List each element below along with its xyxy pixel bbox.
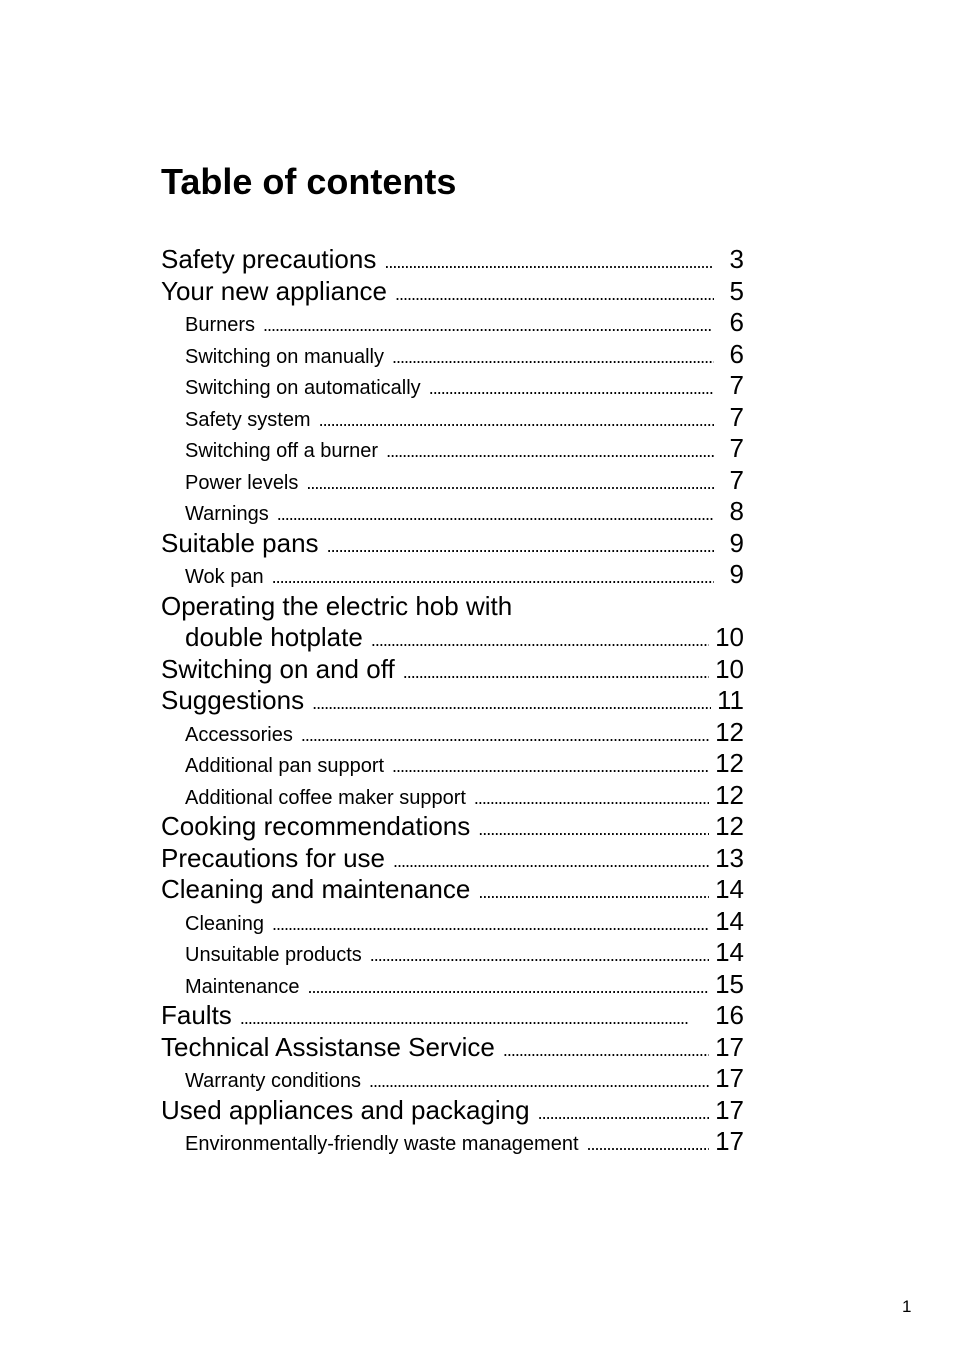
toc-entry-page: 6 [729, 338, 744, 369]
toc-entry-page: 17 [715, 1126, 744, 1156]
toc-entry-additional-pan-support[interactable] [161, 748, 744, 780]
toc-entry-additional-coffee-maker-support[interactable] [161, 780, 744, 812]
toc-entry-your-new-appliance[interactable] [161, 276, 744, 308]
toc-entry-technical-assistance-service[interactable] [161, 1032, 744, 1064]
toc-entry-page: 17 [715, 1063, 744, 1093]
toc-leader-dots [319, 405, 714, 437]
toc-entry-label: Cleaning and maintenance [161, 874, 471, 904]
toc-entry-cleaning[interactable] [161, 906, 744, 938]
toc-entry-label: Technical Assistanse Service [161, 1031, 495, 1062]
toc-leader-dots [392, 342, 714, 374]
toc-entry-used-appliances-packaging[interactable] [161, 1095, 744, 1127]
toc-entry-label: Wok pan [185, 566, 264, 588]
toc-leader-dots [240, 1000, 709, 1035]
toc-leader-dots [393, 843, 709, 878]
toc-leader-dots [327, 528, 714, 563]
toc-entry-page: 10 [715, 653, 744, 684]
toc-leader-dots [395, 276, 714, 311]
toc-entry-page: 3 [729, 244, 744, 274]
toc-entry-page: 6 [729, 307, 744, 337]
toc-entry-label: Used appliances and packaging [161, 1094, 530, 1125]
toc-leader-dots [392, 751, 709, 783]
toc-entry-operating-electric-hob-line1[interactable] [161, 591, 744, 623]
toc-entry-label: Switching off a burner [185, 440, 379, 462]
toc-entry-suggestions[interactable] [161, 685, 744, 717]
toc-entry-page: 10 [715, 622, 744, 652]
toc-leader-dots [403, 654, 709, 689]
toc-leader-dots [272, 909, 709, 941]
toc-entry-page: 12 [715, 748, 744, 778]
toc-entry-page: 11 [717, 685, 744, 715]
toc-entry-label: Suggestions [161, 685, 305, 715]
toc-entry-label: Switching on and off [161, 653, 395, 684]
toc-entry-label: Precautions for use [161, 842, 386, 873]
toc-entry-switching-on-manually[interactable] [161, 339, 744, 371]
toc-leader-dots [371, 622, 709, 657]
toc-entry-maintenance[interactable] [161, 969, 744, 1001]
toc-entry-page: 13 [715, 842, 744, 873]
toc-entry-faults[interactable] [161, 1000, 744, 1032]
toc-entry-switching-on-and-off[interactable] [161, 654, 744, 686]
toc-entry-page: 12 [715, 779, 744, 810]
toc-entry-page: 9 [729, 559, 744, 589]
toc-entry-cooking-recommendations[interactable] [161, 811, 744, 843]
toc-entry-page: 7 [729, 464, 744, 495]
toc-leader-dots [478, 811, 709, 846]
table-of-contents [161, 244, 744, 1158]
toc-entry-label: Cleaning [185, 912, 264, 935]
toc-entry-label: Safety system [185, 408, 311, 431]
toc-leader-dots [384, 244, 714, 279]
toc-entry-label: Power levels [185, 471, 299, 494]
toc-leader-dots [369, 1066, 709, 1098]
toc-entry-page: 14 [715, 905, 744, 936]
toc-leader-dots [263, 310, 714, 342]
toc-entry-page: 7 [729, 401, 744, 432]
toc-leader-dots [386, 436, 714, 468]
toc-entry-label: Unsuitable products [185, 944, 362, 966]
toc-entry-cleaning-and-maintenance[interactable] [161, 874, 744, 906]
toc-entry-accessories[interactable] [161, 717, 744, 749]
toc-entry-label: Accessories [185, 723, 293, 746]
toc-entry-label: Additional coffee maker support [185, 786, 466, 809]
toc-entry-label: Warnings [185, 503, 269, 525]
toc-entry-page: 7 [729, 370, 744, 400]
toc-entry-page: 17 [715, 1031, 744, 1062]
toc-leader-dots [503, 1032, 709, 1067]
toc-entry-power-levels[interactable] [161, 465, 744, 497]
toc-entry-page: 12 [715, 716, 744, 747]
toc-entry-page: 14 [715, 874, 744, 904]
toc-entry-label: Suitable pans [161, 527, 319, 558]
toc-entry-safety-precautions[interactable] [161, 244, 744, 276]
toc-entry-switching-off-burner[interactable] [161, 433, 744, 465]
toc-entry-label: Safety precautions [161, 244, 377, 274]
toc-entry-unsuitable-products[interactable] [161, 937, 744, 969]
toc-entry-page: 17 [715, 1094, 744, 1125]
toc-entry-label: Cooking recommendations [161, 811, 471, 841]
toc-entry-label: Your new appliance [161, 275, 387, 306]
toc-entry-waste-management[interactable] [161, 1126, 744, 1158]
toc-entry-label: Faults [161, 1000, 232, 1030]
toc-entry-label: Environmentally-friendly waste management [185, 1133, 579, 1155]
toc-leader-dots [587, 1129, 710, 1161]
toc-entry-label: Additional pan support [185, 755, 385, 777]
toc-entry-page: 5 [729, 275, 744, 306]
toc-entry-page: 8 [729, 496, 744, 526]
toc-entry-operating-electric-hob-line2[interactable] [161, 622, 744, 654]
toc-leader-dots [301, 720, 709, 752]
toc-entry-page: 12 [715, 811, 744, 841]
toc-entry-label: Operating the electric hob with [161, 590, 513, 621]
toc-entry-warranty-conditions[interactable] [161, 1063, 744, 1095]
toc-entry-switching-on-automatically[interactable] [161, 370, 744, 402]
page-title: Table of contents [161, 161, 457, 202]
toc-leader-dots [429, 373, 714, 405]
toc-entry-label: Switching on automatically [185, 377, 421, 399]
toc-entry-label: Maintenance [185, 975, 300, 998]
toc-leader-dots [478, 874, 709, 909]
toc-entry-warnings[interactable] [161, 496, 744, 528]
toc-entry-page: 9 [729, 527, 744, 558]
toc-leader-dots [474, 783, 709, 815]
toc-entry-wok-pan[interactable] [161, 559, 744, 591]
toc-leader-dots [277, 499, 714, 531]
toc-leader-dots [272, 562, 714, 594]
toc-entry-page: 16 [715, 1000, 744, 1030]
toc-leader-dots [308, 972, 710, 1004]
toc-entry-page: 7 [729, 433, 744, 463]
toc-leader-dots [306, 468, 714, 500]
page-number: 1 [902, 1297, 912, 1316]
toc-leader-dots [538, 1095, 709, 1130]
toc-entry-suitable-pans[interactable] [161, 528, 744, 560]
toc-entry-page: 14 [715, 937, 744, 967]
toc-entry-burners[interactable] [161, 307, 744, 339]
toc-entry-page: 15 [715, 968, 744, 999]
toc-entry-precautions-for-use[interactable] [161, 843, 744, 875]
toc-entry-label: Warranty conditions [185, 1070, 361, 1092]
toc-leader-dots [312, 685, 711, 720]
toc-entry-label: double hotplate [185, 622, 363, 652]
toc-entry-safety-system[interactable] [161, 402, 744, 434]
toc-entry-label: Burners [185, 314, 256, 336]
toc-leader-dots [370, 940, 709, 972]
toc-entry-label: Switching on manually [185, 345, 384, 368]
